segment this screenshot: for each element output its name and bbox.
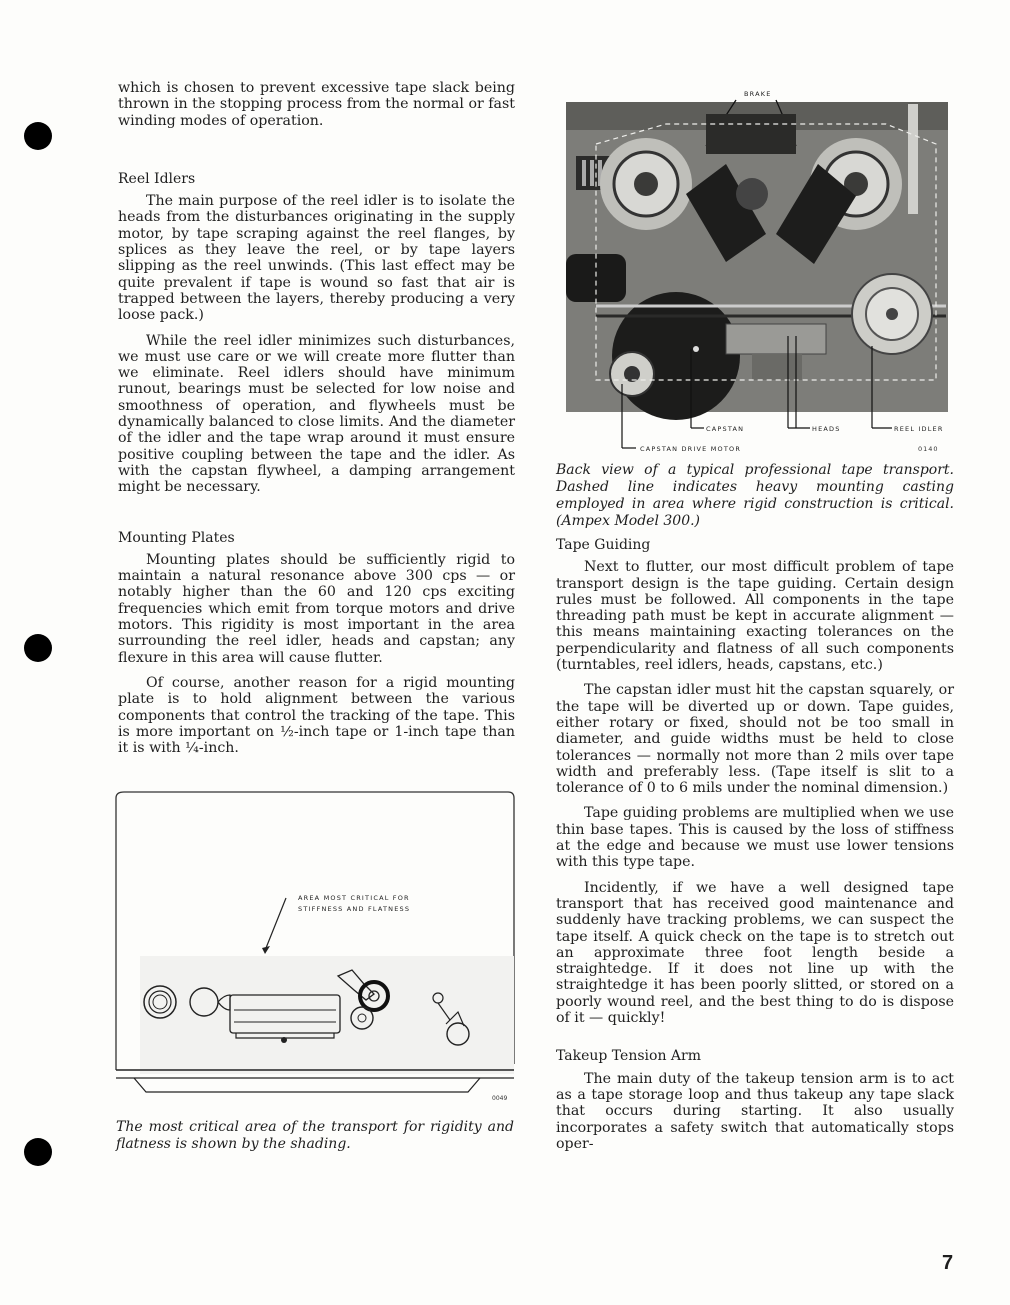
mounting-plate-figure <box>112 786 520 1106</box>
paragraph: which is chosen to prevent excessive tape slack being thrown in the stopping process from the normal or fast winding modes of operation. <box>118 80 515 129</box>
section-heading-tape-guiding: Tape Guiding <box>556 537 651 553</box>
label-brake: BRAKE <box>744 90 772 98</box>
paragraph: Mounting plates should be sufficiently rigid to maintain a natural resonance above 300 cps — or notably higher than the 60 and 120 cps exciting frequencies which emit from torque motors and drive motors. This rigidity is most important in the area surrounding the reel idler, heads and capstan; any flexure in this area will cause flutter. <box>118 551 515 666</box>
section-heading-takeup-tension-arm: Takeup Tension Arm <box>556 1048 701 1065</box>
figure-code: 0140 <box>918 445 939 453</box>
right-column <box>556 537 954 1152</box>
page-number: 7 <box>942 1252 954 1274</box>
paragraph: Tape guiding problems are multiplied when we use thin base tapes. This is caused by the loss of stiffness at the edge and because we must use lower tensions with this type tape. <box>556 805 954 871</box>
label-capstan-drive-motor: CAPSTAN DRIVE MOTOR <box>640 445 742 453</box>
paragraph: While the reel idler minimizes such disturbances, we must use care or we will create more flutter than we eliminate. Reel idlers should have minimum runout, bearings must be selected for low noise and smoothness of operation, and flywheels must be dynamically balanced to close limits. And the diameter of the idler and the tape wrap around it must ensure positive coupling between the tape and the idler. As with the capstan flywheel, a damping arrangement might be necessary. <box>118 332 515 496</box>
paragraph: The main purpose of the reel idler is to isolate the heads from the disturbances originating in the supply motor, by tape scraping against the reel flanges, by splices as they leave the reel, or by tape layers slipping as the reel unwinds. (This last effect may be quite prevalent if tape is wound so fast that air is trapped between the layers, thereby producing a very loose pack.) <box>118 193 515 324</box>
punch-hole-bottom <box>24 1138 52 1166</box>
label-reel-idler: REEL IDLER <box>894 425 944 433</box>
section-heading-reel-idlers: Reel Idlers <box>118 170 196 187</box>
figure-code: 0049 <box>492 1095 508 1102</box>
paragraph: The main duty of the takeup tension arm is to act as a tape storage loop and thus takeup any tape slack that occurs during starting. It also usually incorporates a safety switch that automatically stops oper- <box>556 1070 954 1152</box>
paragraph: The capstan idler must hit the capstan squarely, or the tape will be diverted up or down. Tape guides, either rotary or fixed, should not be too small in diameter, and guide widths must be held to close tolerances — normally not more than 2 mils over tape width and preferably less. (Tape itself is slit to a tolerance of 0 to 6 mils under the nominal dimension.) <box>556 682 954 797</box>
label-capstan: CAPSTAN <box>706 425 745 433</box>
paragraph: Of course, another reason for a rigid mounting plate is to hold alignment between the various components that control the tracking of the tape. This is more important on ½-inch tape or 1-inch tape than it is with ¼-inch. <box>118 674 515 757</box>
paragraph: Incidently, if we have a well designed tape transport that has received good maintenance and suddenly have tracking problems, we can suspect the tape itself. A quick check on the tape is to stretch out an approximate three foot length beside a straightedge. If it does not line up with the straightedge it has been poorly slitted, or stored on a poorly wound reel, and the best thing to do is dispose of it — quickly! <box>556 879 954 1027</box>
label-heads: HEADS <box>812 425 841 433</box>
pointer-arrow <box>266 898 286 948</box>
figure-caption: The most critical area of the transport for rigidity and flatness is shown by the shading. <box>116 1119 514 1152</box>
punch-hole-top <box>24 122 52 150</box>
tape-transport-photo <box>556 84 956 460</box>
punch-hole-middle <box>24 634 52 662</box>
section-heading-mounting-plates: Mounting Plates <box>118 529 235 546</box>
figure-label: STIFFNESS AND FLATNESS <box>298 905 411 913</box>
left-column <box>118 80 515 756</box>
figure-label: AREA MOST CRITICAL FOR <box>298 894 410 902</box>
figure-caption: Back view of a typical professional tape transport. Dashed line indicates heavy mounting casting employed in area where rigid construction is critical. (Ampex Model 300.) <box>556 462 954 529</box>
paragraph: Next to flutter, our most difficult problem of tape transport design is the tape guiding. Certain design rules must be followed. All components in the tape threading path must be kept in accurate alignment — this means maintaining exacting tolerances on the perpendicularity and flatness of all such components (turntables, reel idlers, heads, capstans, etc.) <box>556 559 954 674</box>
